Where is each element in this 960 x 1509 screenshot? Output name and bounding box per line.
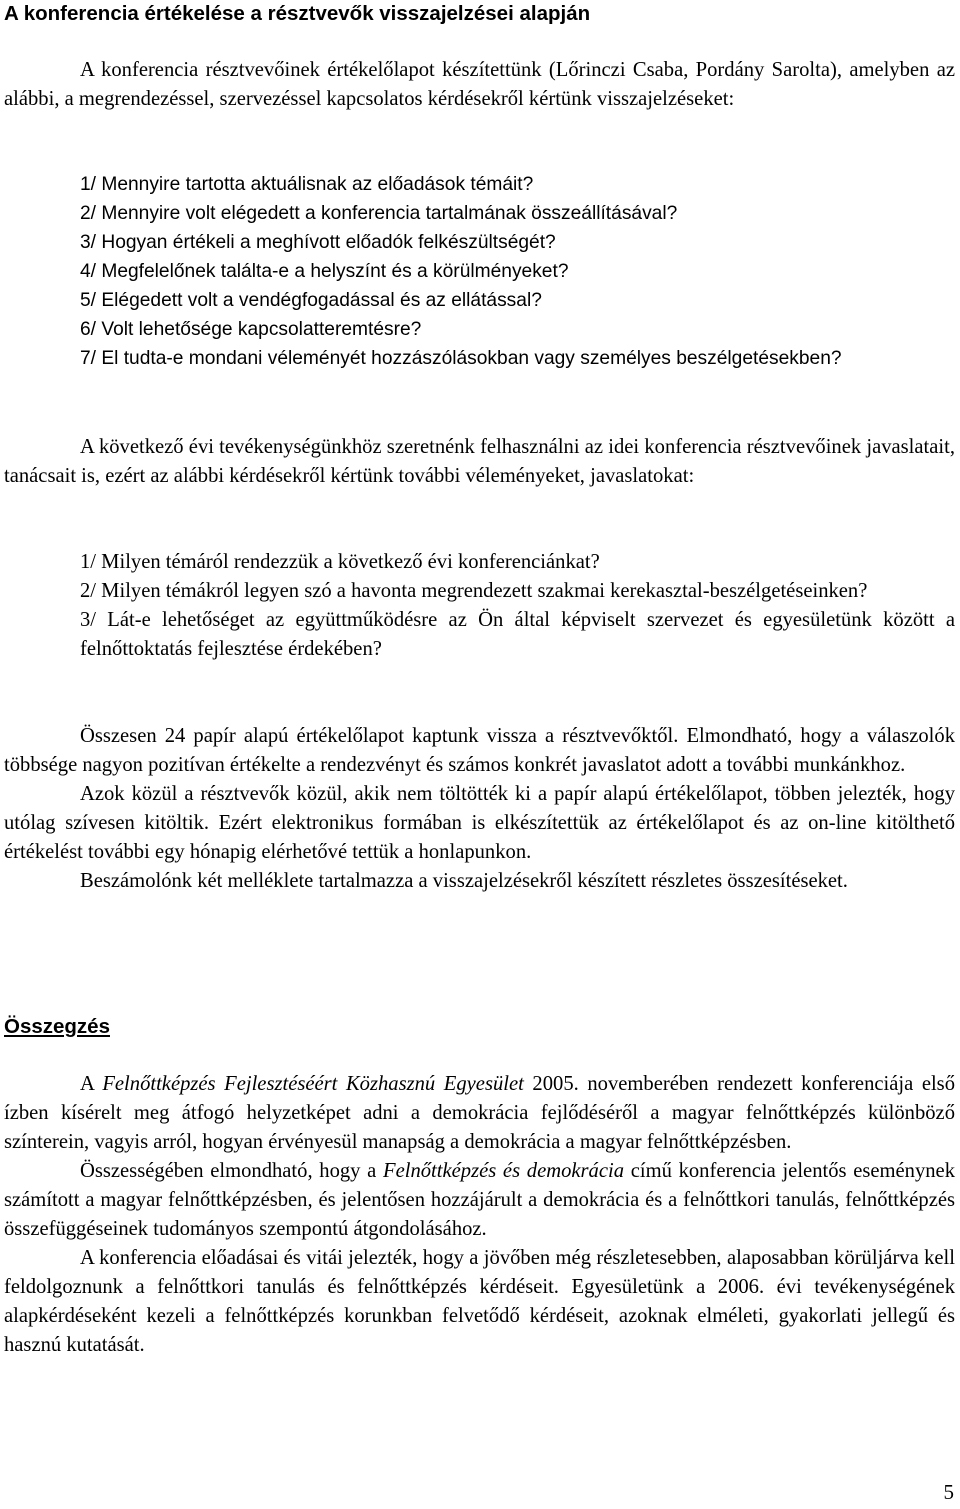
page-title: A konferencia értékelése a résztvevők visszajelzései alapján (4, 2, 591, 25)
question-item: 3/ Hogyan értékeli a meghívott előadók felkészültségét? (80, 232, 556, 253)
intro2-paragraph: A következő évi tevékenységünkhöz szeretnénk felhasználni az idei konferencia résztvevőinek javaslatait, tanácsait is, ezért az alábbi kérdésekről kértünk további véleményeket, javaslatokat: (4, 436, 955, 487)
organization-name: Felnőttképzés Fejlesztéséért Közhasznú Egyesület (102, 1073, 524, 1095)
intro-paragraph: A konferencia résztvevőinek értékelőlapot készítettünk (Lőrinczi Csaba, Pordány Sarolta), amelyben az alábbi, a megrendezéssel, szervezéssel kapcsolatos kérdésekről kértünk visszajelzéseket: (4, 59, 955, 110)
summary-paragraph-1 (4, 1070, 955, 1157)
question-item: 7/ El tudta-e mondani véleményét hozzászólásokban vagy személyes beszélgetésekben? (80, 348, 842, 369)
question-item: 6/ Volt lehetősége kapcsolatteremtésre? (80, 319, 422, 340)
summary-text: című konferencia jelentős eseménynek számított a magyar felnőttképzésben, és jelentősen hozzájárult a demokrácia és a felnőttkori tanulás, felnőttképzés összefüggéseinek tudományos szempontú átgondolásához. (4, 1160, 955, 1240)
summary-paragraph-3: A konferencia előadásai és vitái jelezték, hogy a jövőben még részletesebben, alaposabban körüljárva kell feldolgoznunk a felnőttkori tanulás és felnőttképzés kérdéseit. Egyesületünk a 2006. évi tevékenységének alapkérdéseként kezeli a felnőttképzés korunkban felvetődő kérdéseit, azoknak elméleti, gyakorlati jellegű és hasznú kutatását. (4, 1247, 955, 1356)
question-item: 2/ Milyen témákról legyen szó a havonta megrendezett szakmai kerekasztal-beszélgetéseinken? (80, 580, 868, 602)
results-paragraph: Beszámolónk két melléklete tartalmazza a visszajelzésekről készített részletes összesítéseket. (80, 870, 848, 892)
questions-list-1 (80, 170, 955, 373)
summary-paragraph-2 (4, 1157, 955, 1244)
results-paragraph: Összesen 24 papír alapú értékelőlapot kaptunk vissza a résztvevőktől. Elmondható, hogy a válaszolók többsége nagyon pozitívan értékelte a rendezvényt és számos konkrét javaslatot adott a további munkánkhoz. (4, 725, 955, 776)
summary-heading: Összegzés (4, 1015, 110, 1038)
question-item: 2/ Mennyire volt elégedett a konferencia tartalmának összeállításával? (80, 203, 678, 224)
summary-text: A (80, 1073, 103, 1095)
question-item: 3/ Lát-e lehetőséget az együttműködésre az Ön által képviselt szervezet és egyesületünk között a felnőttoktatás fejlesztése érdekében? (80, 609, 955, 660)
questions-list-2 (80, 548, 955, 664)
conference-title: Felnőttképzés és demokrácia (383, 1160, 625, 1182)
summary-text: 2005. novemberében rendezett konferenciája első ízben kísérelt meg átfogó helyzetképet adni a demokrácia fejlődéséről a magyar felnőttképzés különböző színterein, vagyis arról, hogyan érvényesül manapság a demokrácia a magyar felnőttképzésben. (4, 1073, 955, 1153)
question-item: 5/ Elégedett volt a vendégfogadással és az ellátással? (80, 290, 542, 311)
results-section (4, 722, 955, 896)
page-number: 5 (943, 1480, 954, 1504)
results-paragraph: Azok közül a résztvevők közül, akik nem töltötték ki a papír alapú értékelőlapot, többen jelezték, hogy utólag szívesen kitöltik. Ezért elektronikus formában is elkészítettük az értékelőlapot és az on-line kitölthető értékelést további egy hónapig elérhetővé tettük a honlapunkon. (4, 783, 955, 863)
question-item: 1/ Milyen témáról rendezzük a következő évi konferenciánkat? (80, 551, 600, 573)
question-item: 4/ Megfelelőnek találta-e a helyszínt és a körülményeket? (80, 261, 569, 282)
summary-section (4, 1070, 955, 1360)
question-item: 1/ Mennyire tartotta aktuálisnak az előadások témáit? (80, 174, 534, 195)
summary-text: Összességében elmondható, hogy a (80, 1160, 384, 1182)
